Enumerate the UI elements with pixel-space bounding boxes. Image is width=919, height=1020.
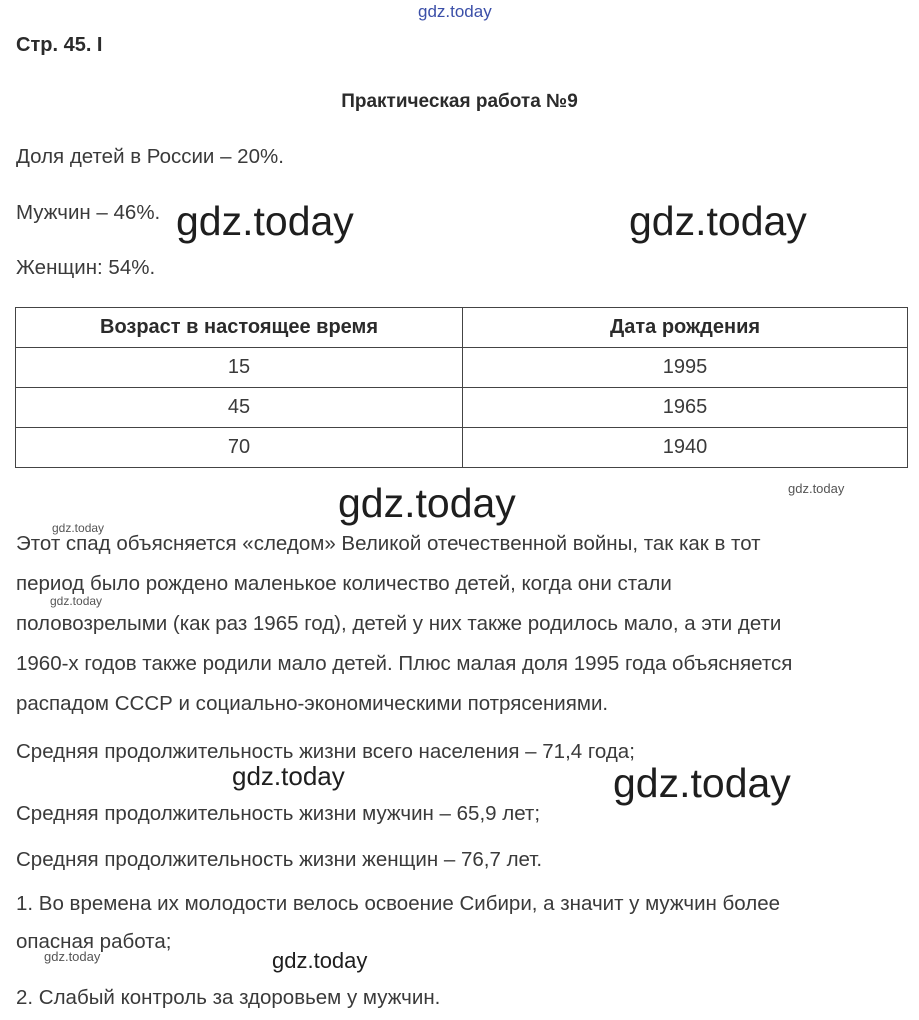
watermark-small: gdz.today [44, 949, 101, 964]
table-cell-age: 70 [16, 428, 463, 468]
table-row [16, 428, 908, 468]
table-cell-age: 45 [16, 388, 463, 428]
men-share-text: Мужчин – 46%. [16, 201, 161, 224]
watermark-large: gdz.today [613, 760, 791, 806]
children-share-text: Доля детей в России – 20%. [16, 145, 284, 168]
page-reference: Стр. 45. I [16, 34, 103, 56]
watermark-medium: gdz.today [272, 948, 368, 973]
explanation-line: распадом СССР и социально-экономическими потрясениями. [16, 692, 609, 715]
watermark-large: gdz.today [176, 198, 354, 244]
watermark-top: gdz.today [418, 2, 492, 21]
explanation-line: половозрелыми (как раз 1965 год), детей у них также родилось мало, а эти дети [16, 612, 782, 635]
page-title: Практическая работа №9 [341, 91, 578, 112]
women-share-text: Женщин: 54%. [16, 256, 156, 279]
watermark-small: gdz.today [50, 594, 103, 608]
reason-1-line-1: 1. Во времена их молодости велось освоение Сибири, а значит у мужчин более [16, 892, 780, 915]
watermark-medium: gdz.today [232, 761, 345, 791]
table-cell-birth-year: 1995 [463, 348, 908, 388]
explanation-line: период было рождено маленькое количество детей, когда они стали [16, 572, 672, 595]
life-expectancy-total: Средняя продолжительность жизни всего населения – 71,4 года; [16, 740, 635, 763]
explanation-line: Этот спад объясняется «следом» Великой отечественной войны, так как в тот [16, 532, 761, 555]
table-header-row [16, 308, 908, 348]
explanation-line: 1960-х годов также родили мало детей. Плюс малая доля 1995 года объясняется [16, 652, 793, 675]
table-cell-age: 15 [16, 348, 463, 388]
watermark-small: gdz.today [52, 521, 105, 535]
reason-1-line-2: опасная работа; [16, 930, 172, 953]
watermark-large: gdz.today [629, 198, 807, 244]
watermark-large: gdz.today [338, 480, 516, 526]
table-cell-birth-year: 1965 [463, 388, 908, 428]
life-expectancy-men: Средняя продолжительность жизни мужчин – 65,9 лет; [16, 802, 541, 825]
reason-2: 2. Слабый контроль за здоровьем у мужчин. [16, 986, 441, 1009]
table-row [16, 348, 908, 388]
table-row [16, 388, 908, 428]
age-birth-table [15, 307, 908, 468]
life-expectancy-women: Средняя продолжительность жизни женщин – 76,7 лет. [16, 848, 543, 871]
explanation-paragraph [16, 524, 906, 724]
table-cell-birth-year: 1940 [463, 428, 908, 468]
column-header-birth-date: Дата рождения [463, 308, 908, 348]
watermark-small: gdz.today [788, 481, 845, 496]
column-header-age: Возраст в настоящее время [16, 308, 463, 348]
